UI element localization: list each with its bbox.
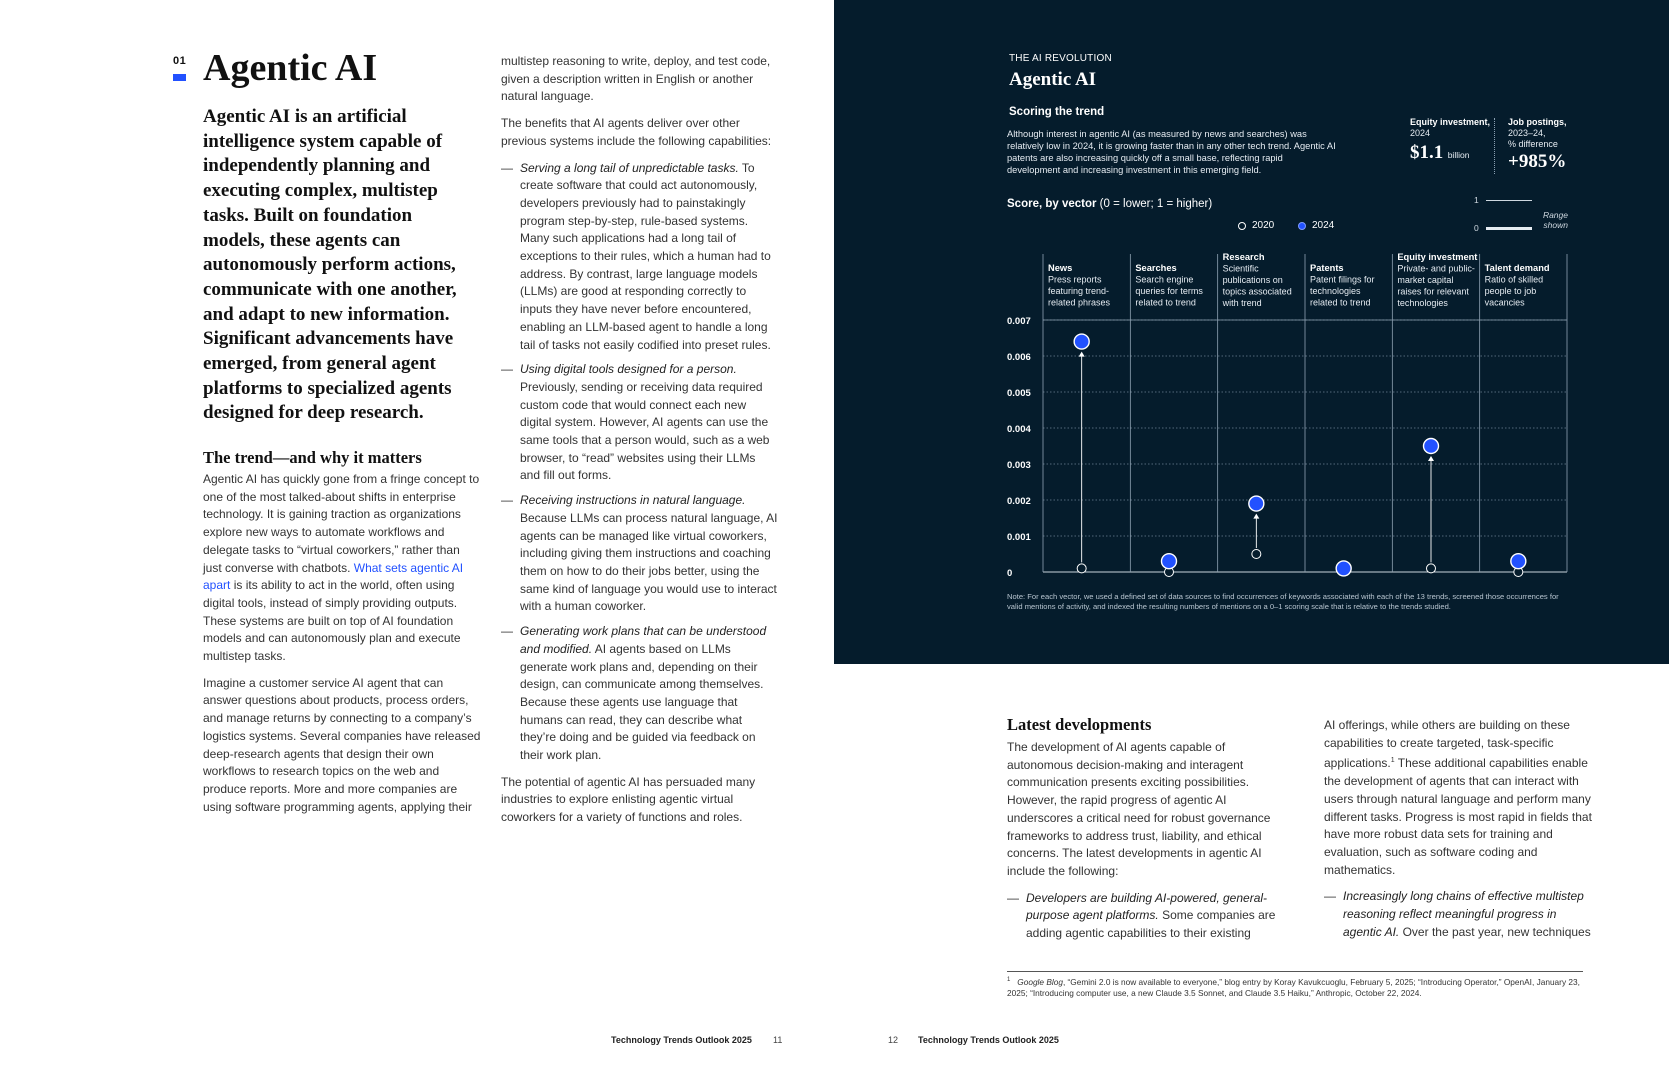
y-tick-label: 0.003 <box>1007 460 1031 471</box>
benefit-title: Receiving instructions in natural language. <box>520 493 746 508</box>
category-description: topics associated <box>1222 286 1292 297</box>
footnote <box>1007 975 1589 1000</box>
category-description: Search engine <box>1135 274 1194 285</box>
reasoning-paragraph: multistep reasoning to write, deploy, and test code, given a description written in English or another natural language. <box>501 54 771 104</box>
category-description: people to job <box>1484 286 1537 296</box>
range-top-value: 1 <box>1474 195 1479 205</box>
trend-score-panel <box>834 0 1669 664</box>
footnote-source: Google Blog <box>1017 976 1063 987</box>
kpi-jobs-label: Job postings, <box>1508 117 1567 127</box>
change-arrow-head <box>1253 514 1259 519</box>
y-tick-label: 0 <box>1007 568 1013 579</box>
y-tick-label: 0.006 <box>1007 352 1031 363</box>
trend-text-b: is its ability to act in the world, often using digital tools, instead of simply providing outputs. These systems are built on top of AI foundation models and can autonomously plan and execute multistep tasks. <box>203 578 461 664</box>
category-description: related to trend <box>1310 297 1371 308</box>
footer-title-left: Technology Trends Outlook 2025 <box>611 1035 752 1045</box>
category-name: Equity investment <box>1397 252 1478 262</box>
kpi-equity-label: Equity investment, <box>1410 117 1491 127</box>
y-tick-label: 0.001 <box>1007 532 1031 543</box>
list-item <box>501 623 778 765</box>
dev1-title: Developers are building AI-powered, general-purpose agent platforms. <box>1026 890 1268 923</box>
point-2024 <box>1336 561 1351 576</box>
footnote-rule <box>1007 971 1583 972</box>
point-2024 <box>1162 554 1177 569</box>
latest-paragraph: The development of AI agents capable of autonomous decision-making and interagent communication presents exciting possibilities. However, the rapid progress of agentic AI underscores a critical need for robust governance frameworks to address trust, liability, and ethical concerns. The latest developments in agentic AI include the following: <box>1007 740 1271 878</box>
range-label-2: shown <box>1543 220 1568 230</box>
list-item <box>1324 888 1596 941</box>
page-title: Agentic AI <box>203 47 378 89</box>
chart-marks <box>1074 334 1526 576</box>
benefit-title: Using digital tools designed for a person. <box>520 362 737 377</box>
panel-subtitle: Scoring the trend <box>1009 106 1105 118</box>
kpi-equity-sub: 2024 <box>1410 128 1431 138</box>
legend-2024-label: 2024 <box>1312 220 1335 231</box>
y-tick-label: 0.005 <box>1007 388 1031 399</box>
column-1 <box>203 471 481 816</box>
footnote-text: , “Gemini 2.0 is now available to everyone,” blog entry by Koray Kavukcuoglu, February 5, 2025; “Introducing Operator,” OpenAI, January 23, 2025; “Introducing computer use, a new Claude 3.5 Sonnet, and Claude 3.5 Haiku,” Anthropic, October 22, 2024. <box>1007 976 1580 999</box>
category-description: technologies <box>1397 298 1448 308</box>
score-label-bold: Score, by vector <box>1007 198 1097 210</box>
kpi-jobs-sub1: 2023–24, <box>1508 128 1546 138</box>
category-description: market capital <box>1397 275 1454 285</box>
y-tick-label: 0.004 <box>1007 424 1031 435</box>
kpi-equity-unit: billion <box>1447 150 1470 160</box>
panel-eyebrow: THE AI REVOLUTION <box>1009 53 1112 64</box>
column-4 <box>1324 717 1596 948</box>
category-description: Press reports <box>1048 274 1102 285</box>
lead-paragraph: Agentic AI is an artificial intelligence system capable of independently planning and executing complex, multistep tasks. Built on foundation models, these agents can autonomously perform actions, communicate with one another, and adapt to new information. Significant advancements have emerged, from general agent platforms to specialized agents designed for deep research. <box>203 106 457 424</box>
trend-heading: The trend—and why it matters <box>203 448 422 467</box>
benefit-title: Generating work plans that can be understood and modified. <box>520 624 767 656</box>
benefit-text: AI agents based on LLMs generate work plans and, depending on their design, can communicate among themselves. Because these agents use language that humans can read, they can describe what they’re doing and be guided via feedback on their work plan. <box>520 641 764 763</box>
trend-text-a: Agentic AI has quickly gone from a fringe concept to one of the most talked-about shifts in enterprise technology. It is gaining traction as organizations explore new ways to automate workflows and delegate tasks to “virtual coworkers,” rather than just converse with chatbots. <box>203 472 480 575</box>
score-chart <box>834 0 1669 664</box>
point-2020 <box>1077 564 1086 573</box>
developments-list-b <box>1324 888 1596 941</box>
benefits-intro: The benefits that AI agents deliver over other previous systems include the following capabilities: <box>501 116 772 148</box>
kpi-equity-value: $1.1 <box>1410 142 1444 163</box>
change-arrow-head <box>1428 456 1434 461</box>
panel-description: Although interest in agentic AI (as measured by news and searches) was relatively low in 2024, it is growing faster than in any other tech trend. Agentic AI patents are also increasing quickly off a small base, reflecting rapid development and increasing investment in this emerging field. <box>1007 129 1336 175</box>
list-item <box>501 492 778 616</box>
category-description: related phrases <box>1048 297 1111 308</box>
footnote-ref[interactable]: 1 <box>1390 757 1395 765</box>
range-bottom-value: 0 <box>1474 223 1479 233</box>
category-name: Talent demand <box>1484 263 1550 273</box>
point-2024 <box>1074 334 1089 349</box>
y-tick-label: 0.007 <box>1007 316 1031 327</box>
category-description: with trend <box>1222 298 1262 308</box>
section-number: 01 <box>173 55 187 67</box>
point-2020 <box>1427 564 1436 573</box>
latest-heading: Latest developments <box>1007 715 1152 734</box>
category-name: Searches <box>1135 263 1177 273</box>
list-item <box>1007 890 1277 943</box>
category-description: vacancies <box>1484 297 1525 308</box>
category-name: Patents <box>1310 263 1344 273</box>
benefit-text: To create software that could act autonomously, developers previously had to painstakingly program step-by-step, rule-based systems. Many such applications had a long tail of exceptions to their rules, which a human had to address. By contrast, large language models (LLMs) are good at responding correctly to inputs they have never before encountered, enabling an LLM-based agent to handle a long tail of tasks not easily codified into preset rules. <box>520 160 771 352</box>
category-description: queries for terms <box>1135 286 1203 296</box>
category-description: Scientific <box>1222 263 1259 274</box>
category-description: Private- and public- <box>1397 263 1475 274</box>
kpi-jobs-sub2: % difference <box>1508 139 1558 149</box>
footnote-number: 1 <box>1007 977 1011 983</box>
category-description: raises for relevant <box>1397 286 1469 297</box>
capabilities-paragraph <box>1324 717 1596 879</box>
trend-paragraph-1 <box>203 471 481 666</box>
category-description: Patent filings for <box>1310 274 1375 285</box>
benefits-list <box>501 160 778 765</box>
range-label-1: Range <box>1542 210 1568 220</box>
category-description: technologies <box>1310 286 1361 296</box>
dev2-text: Over the past year, new techniques <box>1399 924 1591 939</box>
developments-list-a <box>1007 890 1277 943</box>
point-2024 <box>1424 439 1439 454</box>
chart-column-heads <box>1048 252 1550 308</box>
trend-paragraph-2: Imagine a customer service AI agent that can answer questions about products, process orders, and manage returns by connecting to a company’s logistics systems. Several companies have released deep-research agents that design their own workflows to research topics on the web and produce reports. More and more companies are using software programming agents, applying their <box>203 675 481 814</box>
potential-paragraph: The potential of agentic AI has persuaded many industries to explore enlisting agentic virtual coworkers for a variety of functions and roles. <box>501 774 756 825</box>
score-label-rest: (0 = lower; 1 = higher) <box>1096 198 1213 210</box>
dev2-title: Increasingly long chains of effective multistep reasoning reflect meaningful progress in agentic AI. <box>1343 889 1584 939</box>
y-tick-label: 0.002 <box>1007 496 1031 507</box>
point-2020 <box>1252 550 1261 559</box>
list-item <box>501 160 778 355</box>
footer-title-right: Technology Trends Outlook 2025 <box>918 1035 1059 1045</box>
agentic-apart-link[interactable]: What sets agentic AI apart <box>203 560 464 593</box>
point-2024 <box>1511 554 1526 569</box>
category-description: featuring trend- <box>1048 286 1110 296</box>
category-description: related to trend <box>1135 297 1196 308</box>
benefit-text: Because LLMs can process natural language, AI agents can be managed like virtual coworkers, including giving them instructions and coaching them on how to do their jobs better, using the same kind of language you would use to interact with a human coworker. <box>520 510 778 614</box>
benefit-title: Serving a long tail of unpredictable tasks. <box>520 160 739 175</box>
change-arrow-head <box>1079 352 1085 357</box>
column-3 <box>1007 739 1277 950</box>
benefit-text: Previously, sending or receiving data required custom code that would connect each new digital system. However, AI agents can use the same tools that a person would, such as a web browser, to “read” websites using their LLMs and fill out forms. <box>520 379 770 483</box>
legend-2020-label: 2020 <box>1252 220 1275 231</box>
column-2 <box>501 53 778 827</box>
kpi-jobs-value: +985% <box>1508 151 1567 172</box>
point-2024 <box>1249 496 1264 511</box>
page-number-right: 12 <box>888 1035 899 1045</box>
capabilities-text-b: These additional capabilities enable the development of agents that can interact with users through natural language and perform many different tasks. Progress is most rapid in fields that have more robust data sets for training and evaluation, such as software coding and mathematics. <box>1324 756 1592 877</box>
dev1-text: Some companies are adding agentic capabilities to their existing <box>1026 908 1276 941</box>
list-item <box>501 361 778 485</box>
category-description: publications on <box>1222 275 1283 285</box>
page-number-left: 11 <box>773 1035 783 1045</box>
capabilities-text-a: AI offerings, while others are building on these capabilities to create targeted, task-specific applications. <box>1324 718 1570 771</box>
section-marker <box>173 74 186 81</box>
category-description: Ratio of skilled <box>1484 274 1544 285</box>
chart-note: Note: For each vector, we used a defined set of data sources to find occurrences of keywords associated with each of the 13 trends, screened those occurrences for valid mentions of activity, and indexed the resulting numbers of mentions on a 0–1 scoring scale that is relative to the trends studied. <box>1007 592 1559 611</box>
category-name: News <box>1048 263 1073 273</box>
panel-title: Agentic AI <box>1009 69 1097 90</box>
category-name: Research <box>1222 252 1265 262</box>
